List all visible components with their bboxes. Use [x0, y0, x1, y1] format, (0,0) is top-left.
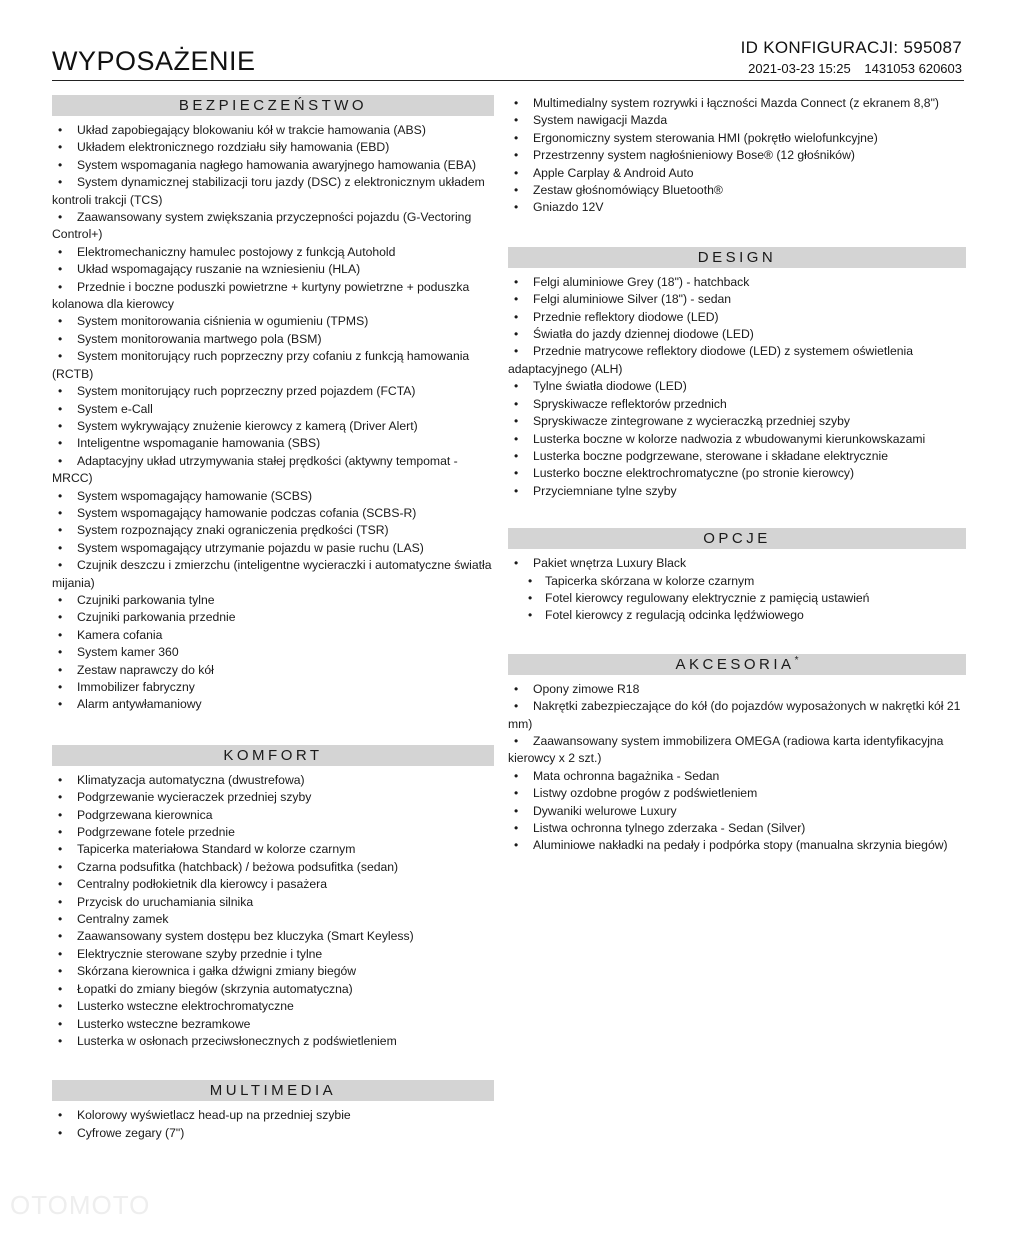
- list-item: • System dynamicznej stabilizacji toru jazdy (DSC) z elektronicznym układem kontroli trakcji (TCS): [52, 174, 494, 209]
- list-item: • Lusterka boczne w kolorze nadwozia z wbudowanymi kierunkowskazami: [508, 431, 966, 448]
- list-item: • System monitorowania ciśnienia w ogumieniu (TPMS): [52, 313, 494, 330]
- list-item: • Układem elektronicznego rozdziału siły hamowania (EBD): [52, 139, 494, 156]
- list-item: • Dywaniki welurowe Luxury: [508, 803, 966, 820]
- list-item: • Spryskiwacze zintegrowane z wycieraczką przedniej szyby: [508, 413, 966, 430]
- section-header-design: DESIGN: [508, 247, 966, 268]
- list-bezpieczenstwo: [52, 122, 494, 714]
- section-header-bezpieczenstwo: BEZPIECZEŃSTWO: [52, 95, 494, 116]
- list-item: • Zestaw głośnomówiący Bluetooth®: [508, 182, 966, 199]
- list-item: • System monitorowania martwego pola (BSM): [52, 331, 494, 348]
- right-column: [508, 95, 966, 855]
- list-item: • Tylne światła diodowe (LED): [508, 378, 966, 395]
- list-item: • Zaawansowany system dostępu bez kluczyka (Smart Keyless): [52, 928, 494, 945]
- list-item: • Czujniki parkowania przednie: [52, 609, 494, 626]
- list-item: • Skórzana kierownica i gałka dźwigni zmiany biegów: [52, 963, 494, 980]
- list-item: • Tapicerka materiałowa Standard w kolorze czarnym: [52, 841, 494, 858]
- list-item: • Układ zapobiegający blokowaniu kół w trakcie hamowania (ABS): [52, 122, 494, 139]
- list-item: • Alarm antywłamaniowy: [52, 696, 494, 713]
- list-design: [508, 274, 966, 500]
- list-item: • Ergonomiczny system sterowania HMI (pokrętło wielofunkcyjne): [508, 130, 966, 147]
- list-item: • Zaawansowany system immobilizera OMEGA (radiowa karta identyfikacyjna kierowcy x 2 szt.): [508, 733, 966, 768]
- list-item: • System e-Call: [52, 401, 494, 418]
- list-item: • Kamera cofania: [52, 627, 494, 644]
- list-item: • Lusterko wsteczne bezramkowe: [52, 1016, 494, 1033]
- config-code: 1431053 620603: [864, 61, 962, 76]
- list-item: • System wspomagający utrzymanie pojazdu w pasie ruchu (LAS): [52, 540, 494, 557]
- list-item: • Inteligentne wspomaganie hamowania (SBS): [52, 435, 494, 452]
- section-header-akcesoria: [508, 654, 966, 675]
- config-id: ID KONFIGURACJI: 595087: [740, 38, 962, 57]
- config-meta: [738, 61, 962, 76]
- list-item: • Listwy ozdobne progów z podświetleniem: [508, 785, 966, 802]
- list-item: • Centralny zamek: [52, 911, 494, 928]
- list-item: • Opony zimowe R18: [508, 681, 966, 698]
- section-header-opcje: OPCJE: [508, 528, 966, 549]
- list-item: • Przednie matrycowe reflektory diodowe (LED) z systemem oświetlenia adaptacyjnego (ALH): [508, 343, 966, 378]
- list-item: • Cyfrowe zegary (7"): [52, 1125, 494, 1142]
- config-timestamp: 2021-03-23 15:25: [748, 61, 851, 76]
- list-item: • Fotel kierowcy regulowany elektrycznie z pamięcią ustawień: [508, 590, 966, 607]
- list-item: • Przednie i boczne poduszki powietrzne + kurtyny powietrzne + poduszka kolanowa dla kierowcy: [52, 279, 494, 314]
- list-item: • Kolorowy wyświetlacz head-up na przedniej szybie: [52, 1107, 494, 1124]
- list-item: • Spryskiwacze reflektorów przednich: [508, 396, 966, 413]
- section-header-multimedia: MULTIMEDIA: [52, 1080, 494, 1101]
- list-item: • Listwa ochronna tylnego zderzaka - Sedan (Silver): [508, 820, 966, 837]
- list-item: • System wspomagania nagłego hamowania awaryjnego hamowania (EBA): [52, 157, 494, 174]
- page-title: WYPOSAŻENIE: [52, 46, 256, 76]
- list-item: • Lusterka w osłonach przeciwsłonecznych z podświetleniem: [52, 1033, 494, 1050]
- list-item: • Centralny podłokietnik dla kierowcy i pasażera: [52, 876, 494, 893]
- list-item: • Nakrętki zabezpieczające do kół (do pojazdów wyposażonych w nakrętki kół 21 mm): [508, 698, 966, 733]
- list-item: • System wspomagający hamowanie (SCBS): [52, 488, 494, 505]
- list-komfort: [52, 772, 494, 1051]
- list-item: • Podgrzewane fotele przednie: [52, 824, 494, 841]
- list-item: • Tapicerka skórzana w kolorze czarnym: [508, 573, 966, 590]
- list-item: • System nawigacji Mazda: [508, 112, 966, 129]
- list-item: • Immobilizer fabryczny: [52, 679, 494, 696]
- list-item: • Lusterko boczne elektrochromatyczne (po stronie kierowcy): [508, 465, 966, 482]
- left-column: [52, 95, 494, 1142]
- list-item: • Gniazdo 12V: [508, 199, 966, 216]
- list-opcje-sub: [508, 573, 966, 625]
- list-item: • Przednie reflektory diodowe (LED): [508, 309, 966, 326]
- list-item: • System monitorujący ruch poprzeczny przy cofaniu z funkcją hamowania (RCTB): [52, 348, 494, 383]
- list-item: • Czujniki parkowania tylne: [52, 592, 494, 609]
- section-header-komfort: KOMFORT: [52, 745, 494, 766]
- list-item-package: • Pakiet wnętrza Luxury Black: [508, 555, 966, 572]
- list-item: • Fotel kierowcy z regulacją odcinka lędźwiowego: [508, 607, 966, 624]
- list-item: • Przestrzenny system nagłośnieniowy Bose® (12 głośników): [508, 147, 966, 164]
- list-item: • Felgi aluminiowe Grey (18") - hatchback: [508, 274, 966, 291]
- list-item: • Układ wspomagający ruszanie na wzniesieniu (HLA): [52, 261, 494, 278]
- list-item: • System kamer 360: [52, 644, 494, 661]
- watermark: OTOMOTO: [10, 1190, 151, 1220]
- list-item: • System wykrywający znużenie kierowcy z kamerą (Driver Alert): [52, 418, 494, 435]
- list-item: • Mata ochronna bagażnika - Sedan: [508, 768, 966, 785]
- list-opcje: [508, 555, 966, 572]
- list-item: • Przyciemniane tylne szyby: [508, 483, 966, 500]
- list-item: • Apple Carplay & Android Auto: [508, 165, 966, 182]
- list-item: • Elektrycznie sterowane szyby przednie i tylne: [52, 946, 494, 963]
- list-item: • Multimedialny system rozrywki i łączności Mazda Connect (z ekranem 8,8"): [508, 95, 966, 112]
- list-item: • Klimatyzacja automatyczna (dwustrefowa): [52, 772, 494, 789]
- page-header: [52, 38, 964, 81]
- list-item: • Elektromechaniczny hamulec postojowy z funkcją Autohold: [52, 244, 494, 261]
- list-item: • Podgrzewana kierownica: [52, 807, 494, 824]
- list-item: • Zestaw naprawczy do kół: [52, 662, 494, 679]
- list-item: • Lusterka boczne podgrzewane, sterowane i składane elektrycznie: [508, 448, 966, 465]
- list-item: • Czarna podsufitka (hatchback) / beżowa podsufitka (sedan): [52, 859, 494, 876]
- list-multimedia: [52, 1107, 494, 1142]
- section-title-akcesoria: AKCESORIA: [675, 655, 795, 673]
- list-item: • Adaptacyjny układ utrzymywania stałej prędkości (aktywny tempomat - MRCC): [52, 453, 494, 488]
- list-item: • Lusterko wsteczne elektrochromatyczne: [52, 998, 494, 1015]
- config-info: [738, 38, 962, 76]
- list-akcesoria: [508, 681, 966, 855]
- list-item: • System rozpoznający znaki ograniczenia prędkości (TSR): [52, 522, 494, 539]
- asterisk-mark: *: [794, 654, 799, 666]
- list-item: • Aluminiowe nakładki na pedały i podpórka stopy (manualna skrzynia biegów): [508, 837, 966, 854]
- list-item: • Światła do jazdy dziennej diodowe (LED): [508, 326, 966, 343]
- list-item: • Czujnik deszczu i zmierzchu (inteligentne wycieraczki i automatyczne światła mijania): [52, 557, 494, 592]
- list-item: • Zaawansowany system zwiększania przyczepności pojazdu (G-Vectoring Control+): [52, 209, 494, 244]
- list-item: • Przycisk do uruchamiania silnika: [52, 894, 494, 911]
- list-item: • Podgrzewanie wycieraczek przedniej szyby: [52, 789, 494, 806]
- list-item: • Felgi aluminiowe Silver (18") - sedan: [508, 291, 966, 308]
- list-multimedia-continued: [508, 95, 966, 217]
- list-item: • Łopatki do zmiany biegów (skrzynia automatyczna): [52, 981, 494, 998]
- list-item: • System monitorujący ruch poprzeczny przed pojazdem (FCTA): [52, 383, 494, 400]
- list-item: • System wspomagający hamowanie podczas cofania (SCBS-R): [52, 505, 494, 522]
